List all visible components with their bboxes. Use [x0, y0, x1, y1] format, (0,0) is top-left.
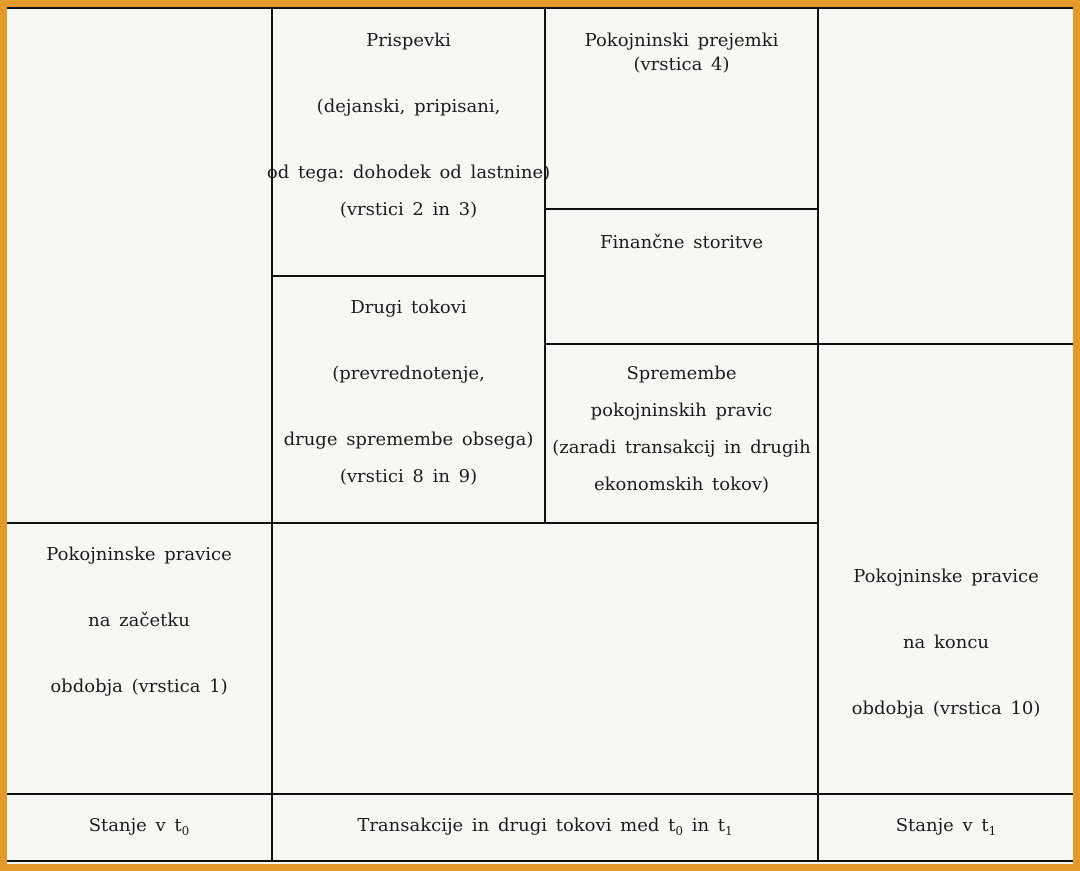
opening-entitlements-line-1: Pokojninske pravice — [46, 544, 232, 565]
closing-entitlements-line-2: na koncu — [902, 632, 990, 653]
border-bottom — [7, 860, 1073, 862]
opening-entitlements-line-3: obdobja (vrstica 1) — [50, 676, 228, 697]
closing-entitlements-box — [819, 565, 1073, 721]
other-flows-line-3: druge spremembe obsega) — [283, 429, 534, 450]
pension-benefits-line-1: Pokojninski prejemki — [584, 30, 779, 51]
footer-flows — [273, 814, 817, 838]
pension-benefits-line-2: (vrstica 4) — [633, 54, 730, 75]
footer-stock-t1-label: Stanje v t — [895, 815, 989, 836]
footer-flows-subscript-1: 1 — [725, 824, 733, 838]
contributions-title: Prispevki — [366, 30, 451, 51]
closing-entitlements-line-1: Pokojninske pravice — [853, 566, 1039, 587]
pension-entitlements-diagram — [7, 7, 1073, 864]
other-flows-title: Drugi tokovi — [350, 297, 467, 318]
row-divider-benefits — [544, 208, 817, 210]
footer-stock-t0-subscript: 0 — [181, 824, 190, 838]
entitlement-changes-line-2: pokojninskih pravic — [590, 400, 773, 421]
other-flows-line-2: (prevrednotenje, — [332, 363, 485, 384]
opening-entitlements-line-2: na začetku — [88, 610, 190, 631]
contributions-rows: (vrstici 2 in 3) — [339, 199, 478, 220]
opening-entitlements-box — [7, 543, 271, 699]
row-divider-middle — [7, 522, 819, 524]
border-top — [7, 7, 1073, 9]
footer-stock-t1-subscript: 1 — [988, 824, 997, 838]
contributions-box — [266, 29, 551, 222]
financial-services-box — [546, 231, 817, 255]
other-flows-box — [273, 296, 544, 489]
footer-flows-label: Transakcije in drugi tokovi med t — [357, 815, 676, 836]
footer-flows-subscript-0: 0 — [675, 824, 684, 838]
footer-stock-t0 — [7, 814, 271, 838]
pension-benefits-box — [546, 29, 817, 77]
entitlement-changes-box — [546, 362, 817, 497]
row-divider-contributions — [271, 275, 544, 277]
row-divider-footer — [7, 793, 1073, 795]
column-divider-3 — [817, 7, 819, 862]
contributions-line-2: (dejanski, pripisani, — [316, 96, 501, 117]
contributions-line-3: od tega: dohodek od lastnine) — [266, 162, 551, 183]
financial-services-title: Finančne storitve — [600, 232, 763, 253]
footer-flows-mid: in t — [683, 815, 726, 836]
entitlement-changes-line-3: (zaradi transakcij in drugih — [552, 437, 811, 458]
row-divider-financial — [544, 343, 1073, 345]
footer-stock-t1 — [819, 814, 1073, 838]
entitlement-changes-line-4: ekonomskih tokov) — [593, 474, 770, 495]
other-flows-rows: (vrstici 8 in 9) — [339, 466, 478, 487]
closing-entitlements-line-3: obdobja (vrstica 10) — [851, 698, 1041, 719]
footer-stock-t0-label: Stanje v t — [88, 815, 182, 836]
entitlement-changes-line-1: Spremembe — [626, 363, 737, 384]
